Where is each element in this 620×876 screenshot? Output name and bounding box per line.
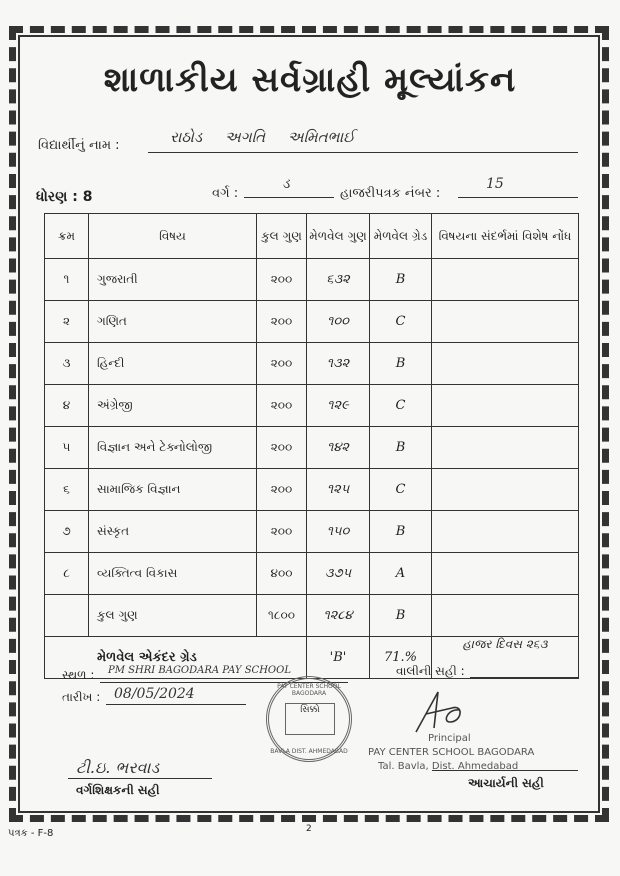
- stamp-ring-bottom: BAVLA DIST. AHMEDABAD: [270, 748, 348, 755]
- row-obtained: ૧૫૦: [307, 511, 370, 553]
- row-obtained: ૧૪૨: [307, 427, 370, 469]
- row-serial: ૪: [45, 385, 89, 427]
- class-value: ડ: [282, 176, 290, 192]
- date-value: 08/05/2024: [114, 686, 195, 702]
- table-row: [45, 427, 579, 469]
- row-serial: ૮: [45, 553, 89, 595]
- teacher-sign-underline: [68, 778, 212, 779]
- principal-signature: [412, 688, 470, 736]
- row-obtained: ૩૭૫: [307, 553, 370, 595]
- date-underline: [106, 704, 246, 705]
- table-row: [45, 385, 579, 427]
- attendance-label: હાજરીપત્રક નંબર :: [340, 186, 441, 201]
- principal-sign-label: આચાર્યની સહી: [468, 776, 544, 790]
- row-serial: ૬: [45, 469, 89, 511]
- row-serial: ૨: [45, 301, 89, 343]
- row-grade: C: [370, 469, 432, 511]
- page-title: શાળાકીય સર્વગ્રાહી મૂલ્યાંકન: [103, 60, 517, 100]
- header-special-note: વિષયના સંદર્ભમાં વિશેષ નોંધ: [432, 214, 579, 259]
- row-grade: B: [370, 511, 432, 553]
- header-subject: વિષય: [89, 214, 257, 259]
- class-underline: [244, 197, 334, 198]
- row-subject: ગુજરાતી: [89, 259, 257, 301]
- overall-grade-label: મેળવેલ એકંદર ગ્રેડ: [45, 637, 307, 679]
- header-obtained-marks: મેળવેલ ગુણ: [307, 214, 370, 259]
- row-obtained: ૬૩૨: [307, 259, 370, 301]
- row-note: [432, 427, 579, 469]
- principal-sign-underline: [432, 770, 578, 771]
- row-total: ૨૦૦: [257, 301, 307, 343]
- page-number: 2: [306, 824, 312, 834]
- attendance-value: 15: [486, 176, 504, 192]
- student-name-value: રાઠોડ અગતિ અમિતભાઈ: [170, 128, 355, 146]
- header-obtained-grade: મેળવેલ ગ્રેડ: [370, 214, 432, 259]
- header-serial: ક્રમ: [45, 214, 89, 259]
- row-obtained: ૧૩૨: [307, 343, 370, 385]
- table-row: [45, 343, 579, 385]
- total-label: કુલ ગુણ: [89, 595, 257, 637]
- row-grade: B: [370, 427, 432, 469]
- principal-line2: PAY CENTER SCHOOL BAGODARA: [368, 747, 535, 758]
- row-serial: ૩: [45, 343, 89, 385]
- row-serial: ૭: [45, 511, 89, 553]
- row-total: ૨૦૦: [257, 511, 307, 553]
- overall-percent: 71.%: [370, 637, 432, 679]
- page-code: પત્રક - F-8: [8, 828, 54, 839]
- header-total-marks: કુલ ગુણ: [257, 214, 307, 259]
- standard-label: ધોરણ : 8: [36, 189, 93, 205]
- row-note: [432, 343, 579, 385]
- name-underline: [148, 152, 578, 153]
- table-row: [45, 511, 579, 553]
- row-subject: અંગ્રેજી: [89, 385, 257, 427]
- place-value: PM SHRI BAGODARA PAY SCHOOL: [108, 665, 291, 676]
- row-grade: A: [370, 553, 432, 595]
- school-stamp: [266, 676, 352, 762]
- principal-line3: Tal. Bavla, Dist. Ahmedabad: [378, 761, 519, 772]
- row-serial: ૧: [45, 259, 89, 301]
- attendance-days-note: હાજર દિવસ ૨૬૩: [432, 637, 579, 679]
- total-obtained: ૧૨૮૪: [307, 595, 370, 637]
- row-obtained: ૧૨૯: [307, 385, 370, 427]
- row-subject: સંસ્કૃત: [89, 511, 257, 553]
- row-grade: C: [370, 385, 432, 427]
- table-row: [45, 301, 579, 343]
- row-total: ૨૦૦: [257, 469, 307, 511]
- table-header-row: [45, 214, 579, 259]
- row-total: ૨૦૦: [257, 343, 307, 385]
- marks-table: [44, 213, 579, 679]
- date-label: તારીખ :: [62, 690, 101, 704]
- parent-sign-label: વાલીની સહી :: [396, 664, 465, 678]
- row-obtained: ૧૨૫: [307, 469, 370, 511]
- table-row: [45, 259, 579, 301]
- stamp-center: [285, 703, 335, 735]
- row-total: ૪૦૦: [257, 553, 307, 595]
- row-note: [432, 301, 579, 343]
- row-note: [432, 511, 579, 553]
- stamp-center-text: સિક્કો: [300, 705, 320, 715]
- row-total: ૨૦૦: [257, 259, 307, 301]
- row-subject: ગણિત: [89, 301, 257, 343]
- row-subject: વિજ્ઞાન અને ટેક્નોલોજી: [89, 427, 257, 469]
- student-name-label: વિદ્યાર્થીનું નામ :: [38, 138, 120, 153]
- row-subject: વ્યક્તિત્વ વિકાસ: [89, 553, 257, 595]
- row-obtained: ૧૦૦: [307, 301, 370, 343]
- attendance-underline: [458, 197, 578, 198]
- row-subject: સામાજિક વિજ્ઞાન: [89, 469, 257, 511]
- overall-grade: 'B': [307, 637, 370, 679]
- row-total: ૨૦૦: [257, 427, 307, 469]
- row-grade: B: [370, 343, 432, 385]
- table-row: [45, 469, 579, 511]
- row-grade: B: [370, 259, 432, 301]
- total-max: ૧૮૦૦: [257, 595, 307, 637]
- total-grade: B: [370, 595, 432, 637]
- teacher-name: ટી.ઇ. ભરવાડ: [76, 758, 160, 777]
- place-label: સ્થળ :: [62, 668, 95, 682]
- row-note: [432, 469, 579, 511]
- class-label: વર્ગ :: [212, 186, 239, 201]
- row-subject: હિન્દી: [89, 343, 257, 385]
- total-row: [45, 595, 579, 637]
- row-serial: ૫: [45, 427, 89, 469]
- parent-sign-underline: [470, 677, 578, 678]
- principal-line1: Principal: [428, 733, 471, 744]
- row-note: [432, 553, 579, 595]
- table-row: [45, 553, 579, 595]
- stamp-ring-top: PAY CENTER SCHOOL BAGODARA: [277, 683, 341, 697]
- row-note: [432, 259, 579, 301]
- row-note: [432, 385, 579, 427]
- principal-stamp: [368, 732, 534, 774]
- row-total: ૨૦૦: [257, 385, 307, 427]
- teacher-sign-label: વર્ગશિક્ષકની સહી: [76, 783, 160, 797]
- row-grade: C: [370, 301, 432, 343]
